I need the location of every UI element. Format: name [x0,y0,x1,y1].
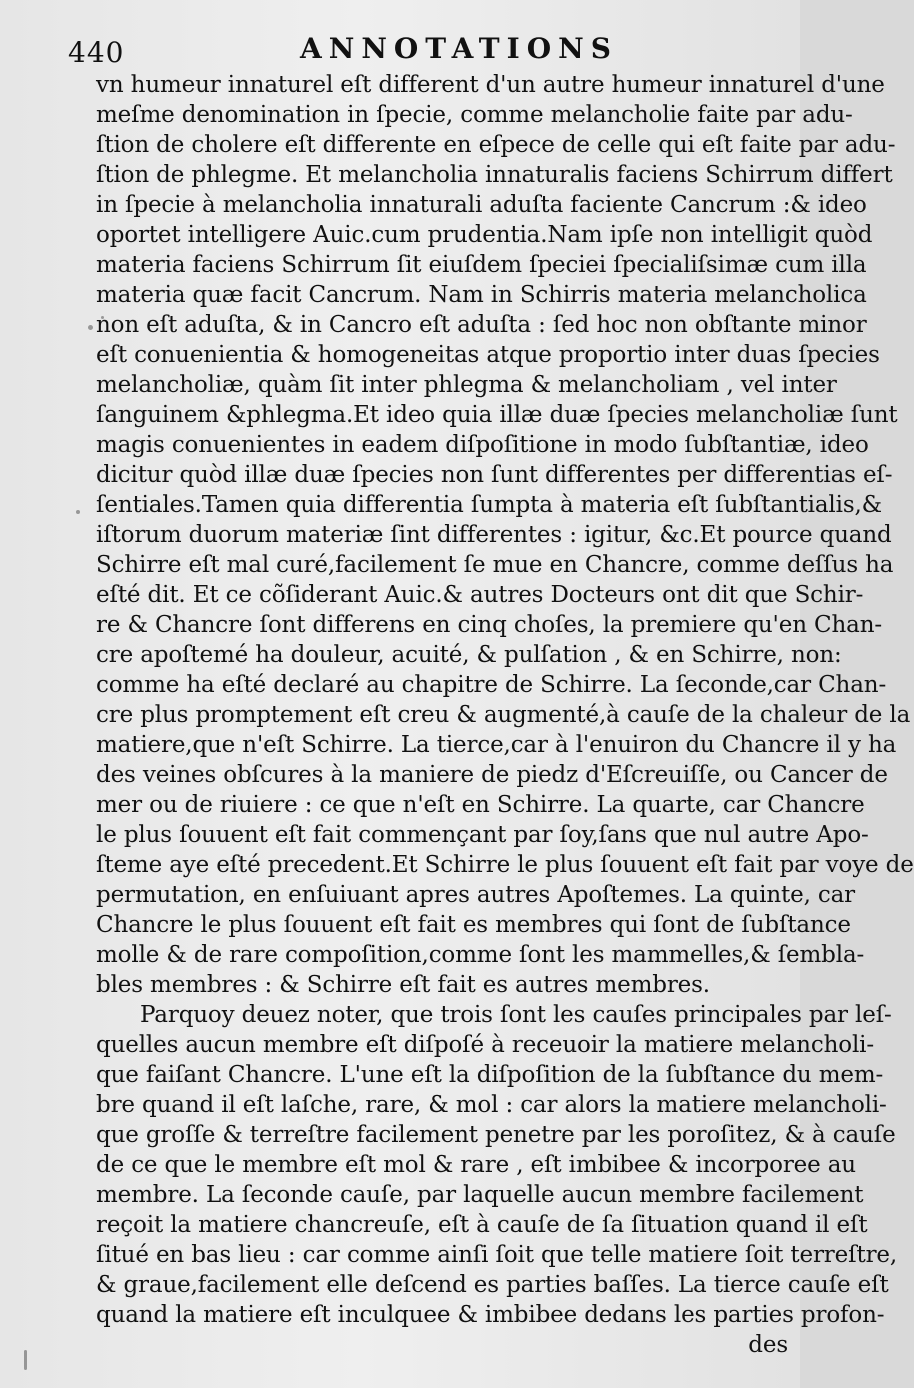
text-line: non eſt aduſta, & in Cancro eſt aduſta : ſed hoc non obſtante minor [96,312,867,338]
paragraph-line: membre. La ſeconde cauſe, par laquelle aucun membre facilement [96,1182,864,1208]
paragraph-line: Parquoy deuez noter, que trois ſont les cauſes principales par leſ- [140,1002,892,1028]
paragraph-line: que faiſant Chancre. L'une eſt la diſpoſition de la ſubſtance du mem- [96,1062,884,1088]
text-line: eſt conuenientia & homogeneitas atque proportio inter duas ſpecies [96,342,880,368]
paper-blemish [88,325,93,330]
text-line: materia quæ facit Cancrum. Nam in Schirris materia melancholica [96,282,867,308]
paper-blemish [24,1350,27,1370]
paragraph-line: que groſſe & terreſtre facilement penetre par les poroſitez, & à cauſe [96,1122,896,1148]
text-line: materia faciens Schirrum ſit eiuſdem ſpeciei ſpecialiſsimæ cum illa [96,252,867,278]
paper-blemish [101,316,104,319]
text-line: ſanguinem &phlegma.Et ideo quia illæ duæ ſpecies melancholiæ ſunt [96,402,898,428]
text-line: des veines obſcures à la maniere de piedz d'Eſcreuiſſe, ou Cancer de [96,762,888,788]
paper-blemish [76,510,80,514]
page-header [68,28,762,68]
page-number: 440 [68,36,125,69]
text-line: cre plus promptement eſt creu & augmenté,à cauſe de la chaleur de la [96,702,911,728]
text-line: Schirre eſt mal curé,facilement ſe mue en Chancre, comme deſſus ha [96,552,894,578]
text-line: mer ou de riuiere : ce que n'eſt en Schirre. La quarte, car Chancre [96,792,865,818]
text-line: ſteme aye eſté precedent.Et Schirre le plus ſouuent eſt fait par voye de [96,852,914,878]
text-line: permutation, en enſuiuant apres autres Apoſtemes. La quinte, car [96,882,856,908]
paragraph-line: quelles aucun membre eſt diſpoſé à receuoir la matiere melancholi- [96,1032,874,1058]
paragraph-line: & graue,facilement elle deſcend es parties baſſes. La tierce cauſe eſt [96,1272,889,1298]
catchword: des [748,1332,788,1358]
text-line: melancholiæ, quàm ſit inter phlegma & melancholiam , vel inter [96,372,837,398]
text-line: meſme denomination in ſpecie, comme melancholie faite par adu- [96,102,853,128]
paragraph-line: reçoit la matiere chancreuſe, eſt à cauſe de ſa ſituation quand il eſt [96,1212,868,1238]
text-line: matiere,que n'eſt Schirre. La tierce,car à l'enuiron du Chancre il y ha [96,732,897,758]
text-line: le plus ſouuent eſt fait commençant par ſoy,ſans que nul autre Apo- [96,822,869,848]
main-text [96,70,914,1360]
text-line: ſentiales.Tamen quia differentia ſumpta à materia eſt ſubſtantialis,& [96,492,882,518]
text-line: bles membres : & Schirre eſt fait es autres membres. [96,972,710,998]
text-line: dicitur quòd illæ duæ ſpecies non ſunt differentes per differentias eſ- [96,462,893,488]
text-line: Chancre le plus ſouuent eſt fait es membres qui ſont de ſubſtance [96,912,851,938]
paragraph-line: ſitué en bas lieu : car comme ainſi ſoit que telle matiere ſoit terreſtre, [96,1242,898,1268]
text-line: in ſpecie à melancholia innaturali aduſta faciente Cancrum :& ideo [96,192,867,218]
paragraph-line: bre quand il eſt laſche, rare, & mol : car alors la matiere melancholi- [96,1092,887,1118]
text-line: eſté dit. Et ce cõſiderant Auic.& autres Docteurs ont dit que Schir- [96,582,864,608]
text-line: magis conuenientes in eadem diſpoſitione in modo ſubſtantiæ, ideo [96,432,869,458]
text-line: molle & de rare compoſition,comme ſont les mammelles,& ſembla- [96,942,865,968]
paragraph-line: de ce que le membre eſt mol & rare , eſt imbibee & incorporee au [96,1152,856,1178]
text-line: vn humeur innaturel eſt different d'un autre humeur innaturel d'une [96,72,885,98]
text-line: re & Chancre ſont differens en cinq choſes, la premiere qu'en Chan- [96,612,882,638]
text-line: ſtion de phlegme. Et melancholia innaturalis faciens Schirrum differt [96,162,893,188]
running-head: ANNOTATIONS [300,32,618,65]
text-line: oportet intelligere Auic.cum prudentia.Nam ipſe non intelligit quòd [96,222,873,248]
text-line: cre apoſtemé ha douleur, acuité, & pulſation , & en Schirre, non: [96,642,842,668]
text-line: iſtorum duorum materiæ ſint differentes : igitur, &c.Et pource quand [96,522,892,548]
text-line: ſtion de cholere eſt differente en eſpece de celle qui eſt faite par adu- [96,132,896,158]
paragraph-line: quand la matiere eſt inculquee & imbibee dedans les parties profon- [96,1302,885,1328]
text-line: comme ha eſté declaré au chapitre de Schirre. La ſeconde,car Chan- [96,672,887,698]
